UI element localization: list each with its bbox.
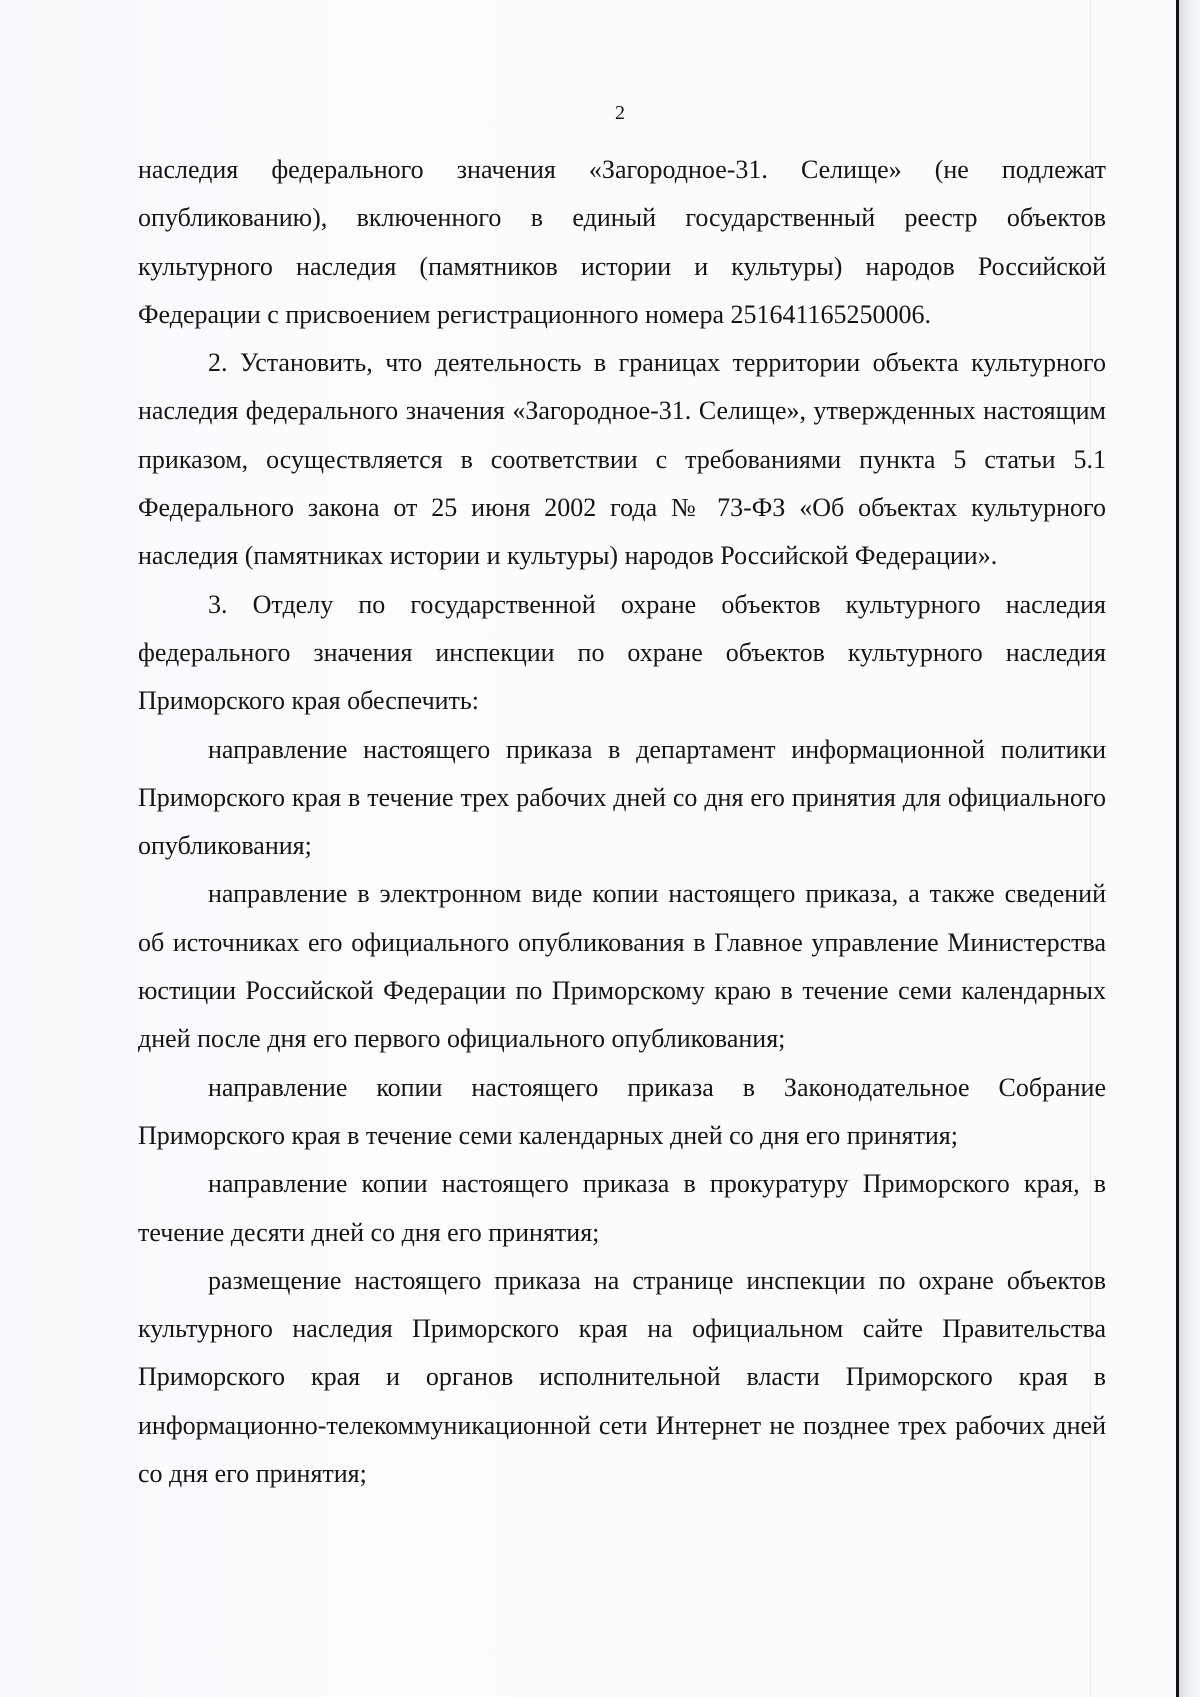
paragraph-subitem-5: размещение настоящего приказа на странице инспекции по охране объектов культурного наследия Приморского края на официальном сайте Правительства Приморского края и органов исполнительной власти Приморского края в информационно-телекоммуникационной сети Интернет не позднее трех рабочих дней со дня его принятия; (138, 1265, 1106, 1489)
paragraph-item-2: 2. Установить, что деятельность в границах территории объекта культурного наследия федерального значения «Загородное-31. Селище», утвержденных настоящим приказом, осуществляется в соответствии с требованиями пункта 5 статьи 5.1 Федерального закона от 25 июня 2002 года № 73-ФЗ «Об объектах культурного наследия (памятниках истории и культуры) народов Российской Федерации». (138, 348, 1106, 571)
document-body (138, 146, 1106, 1498)
paragraph-continuation: наследия федерального значения «Загородное-31. Селище» (не подлежат опубликованию), включенного в единый государственный реестр объектов культурного наследия (памятников истории и культуры) народов Российской Федерации с присвоением регистрационного номера 251641165250006. (138, 155, 1106, 329)
paragraph-subitem-1: направление настоящего приказа в департамент информационной политики Приморского края в течение трех рабочих дней со дня его принятия для официального опубликования; (138, 734, 1106, 861)
page-number: 2 (615, 102, 625, 124)
paragraph-subitem-4: направление копии настоящего приказа в прокуратуру Приморского края, в течение десяти дней со дня его принятия; (138, 1169, 1106, 1247)
paragraph-subitem-2: направление в электронном виде копии настоящего приказа, а также сведений об источниках его официального опубликования в Главное управление Министерства юстиции Российской Федерации по Приморскому краю в течение семи календарных дней после дня его первого официального опубликования; (138, 879, 1106, 1054)
paragraph-subitem-3: направление копии настоящего приказа в Законодательное Собрание Приморского края в течение семи календарных дней со дня его принятия; (138, 1072, 1106, 1150)
scan-edge-shadow (1179, 0, 1200, 1697)
paragraph-item-3: 3. Отделу по государственной охране объектов культурного наследия федерального значения инспекции по охране объектов культурного наследия Приморского края обеспечить: (138, 589, 1106, 716)
